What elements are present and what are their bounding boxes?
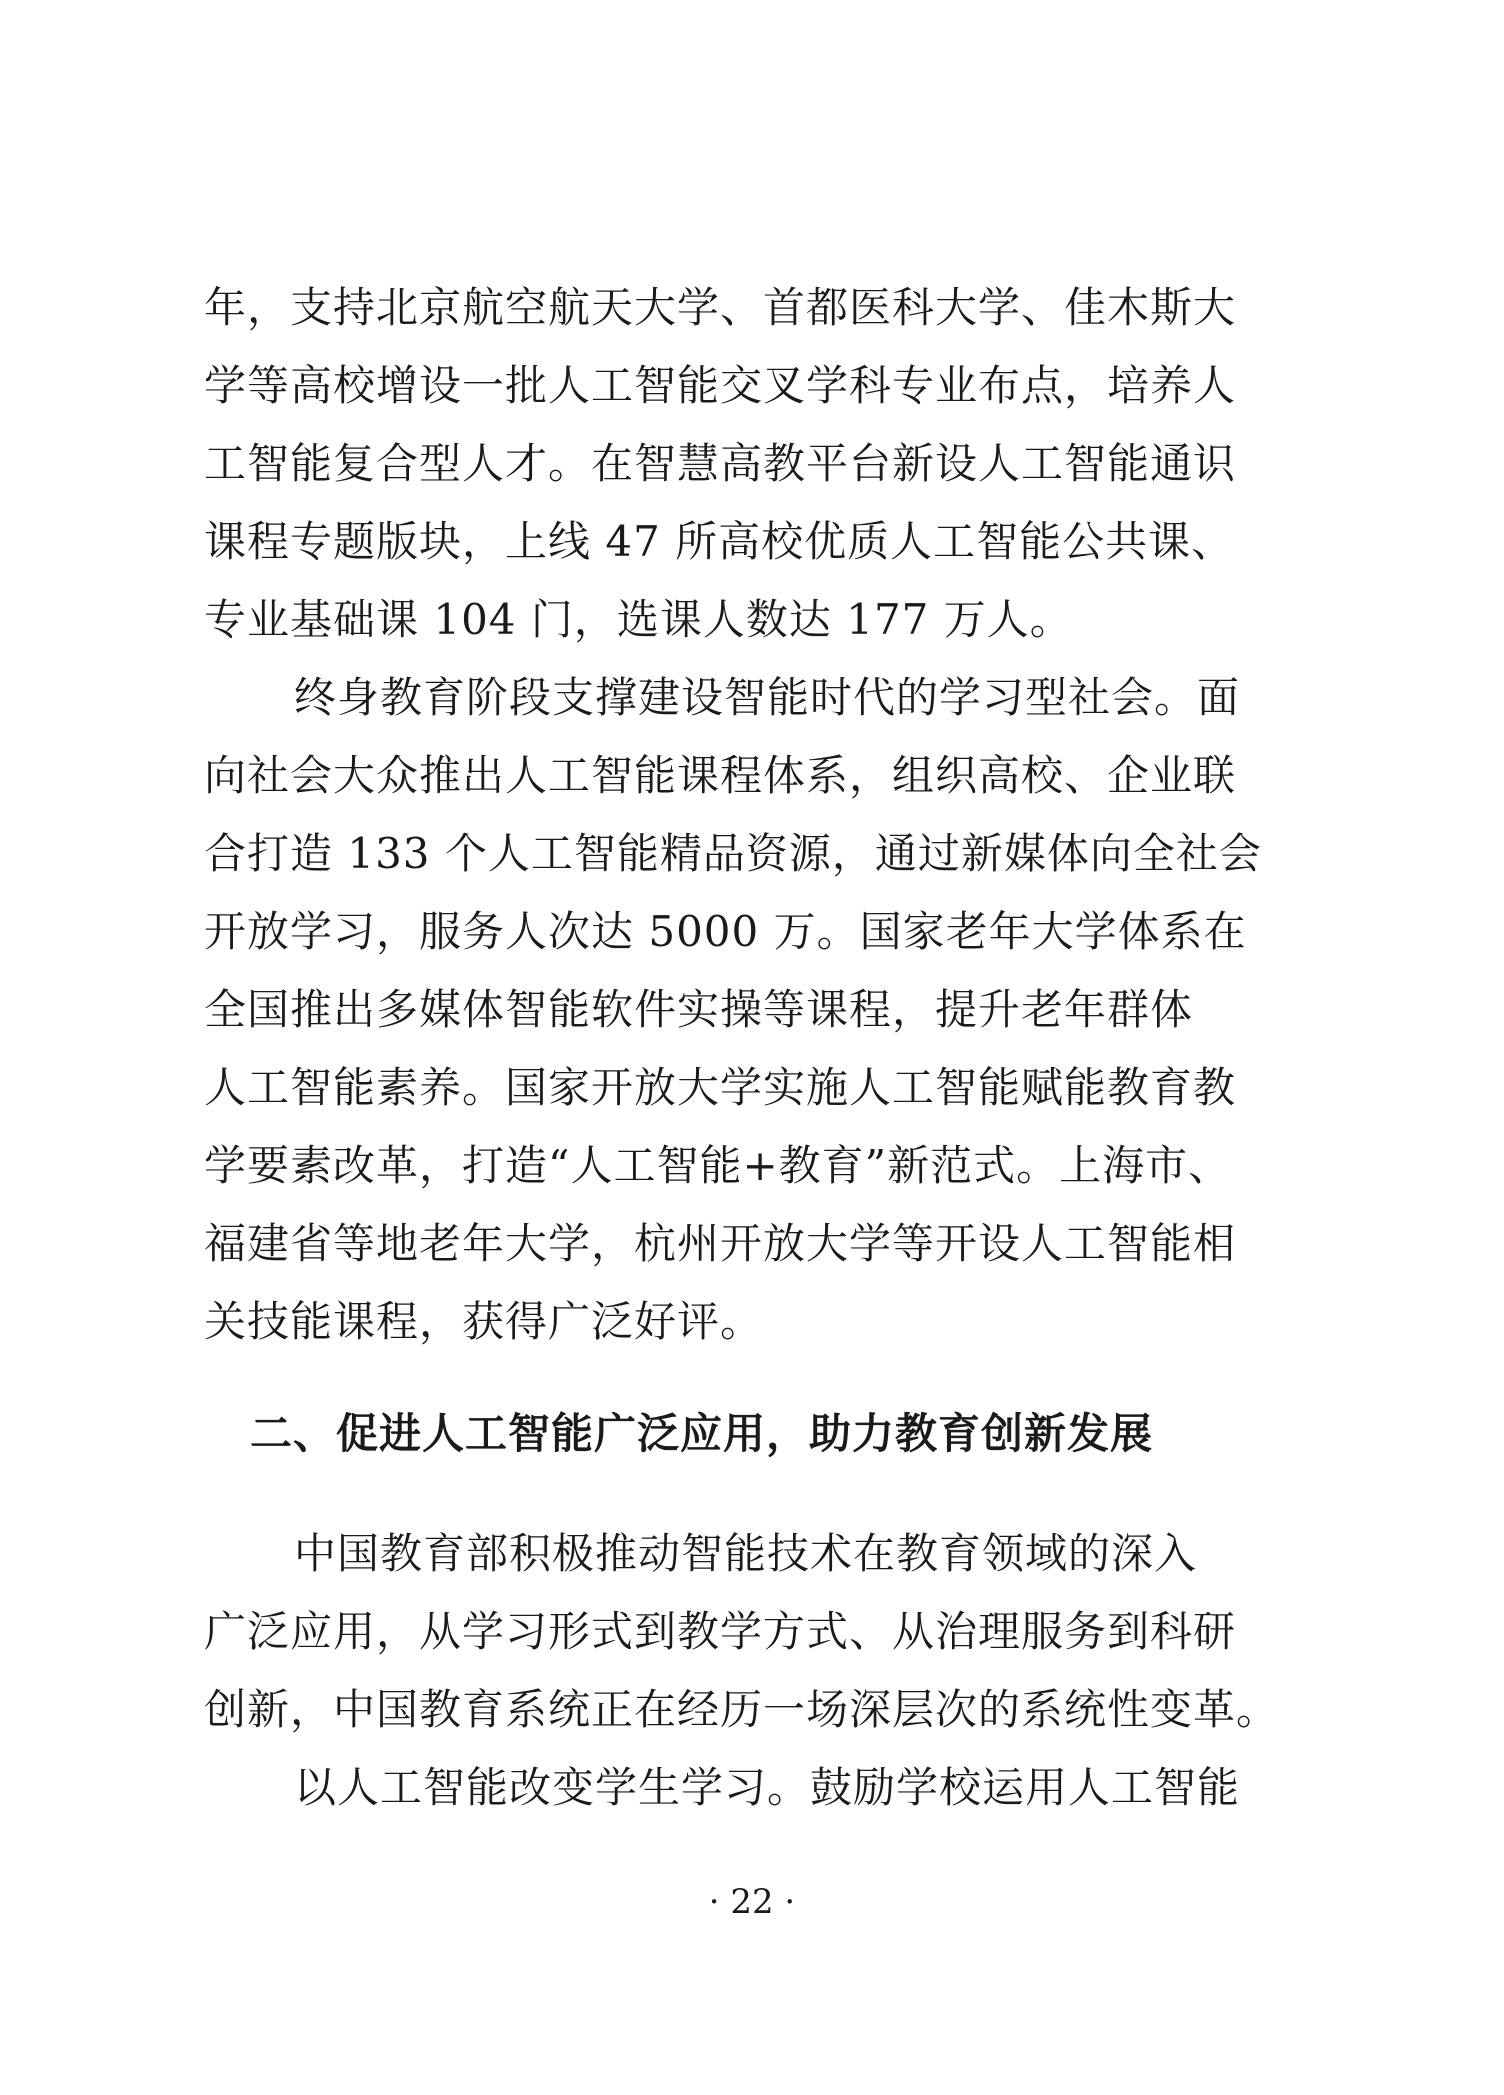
paragraph-2-line-5: 全国推出多媒体智能软件实操等课程，提升老年群体 [204,985,1194,1034]
paragraph-3-line-3: 创新，中国教育系统正在经历一场深层次的系统性变革。 [204,1685,1280,1734]
paragraph-2-line-3: 合打造 133 个人工智能精品资源，通过新媒体向全社会 [204,829,1262,878]
paragraph-2-line-9: 关技能课程，获得广泛好评。 [204,1297,764,1346]
paragraph-1-line-2: 学等高校增设一批人工智能交叉学科专业布点，培养人 [204,361,1237,410]
paragraph-2-line-1: 终身教育阶段支撑建设智能时代的学习型社会。面 [294,673,1241,722]
paragraph-3-line-1: 中国教育部积极推动智能技术在教育领域的深入 [294,1529,1198,1578]
paragraph-1-line-1: 年，支持北京航空航天大学、首都医科大学、佳木斯大 [204,283,1237,332]
paragraph-2-line-7: 学要素改革，打造“人工智能+教育”新范式。上海市、 [204,1141,1232,1190]
paragraph-1-line-4: 课程专题版块，上线 47 所高校优质人工智能公共课、 [204,517,1235,566]
paragraph-2-line-8: 福建省等地老年大学，杭州开放大学等开设人工智能相 [204,1219,1237,1268]
section-heading: 二、促进人工智能广泛应用，助力教育创新发展 [250,1409,1154,1458]
paragraph-1-line-3: 工智能复合型人才。在智慧高教平台新设人工智能通识 [204,439,1237,488]
paragraph-2-line-6: 人工智能素养。国家开放大学实施人工智能赋能教育教 [204,1063,1237,1112]
paragraph-2-line-4: 开放学习，服务人次达 5000 万。国家老年大学体系在 [204,907,1247,956]
paragraph-3-line-2: 广泛应用，从学习形式到教学方式、从治理服务到科研 [204,1607,1237,1656]
paragraph-4-line-1: 以人工智能改变学生学习。鼓励学校运用人工智能 [294,1763,1241,1812]
paragraph-1-line-5: 专业基础课 104 门，选课人数达 177 万人。 [204,595,1073,644]
paragraph-2-line-2: 向社会大众推出人工智能课程体系，组织高校、企业联 [204,751,1237,800]
page-number: · 22 · [708,1882,796,1922]
